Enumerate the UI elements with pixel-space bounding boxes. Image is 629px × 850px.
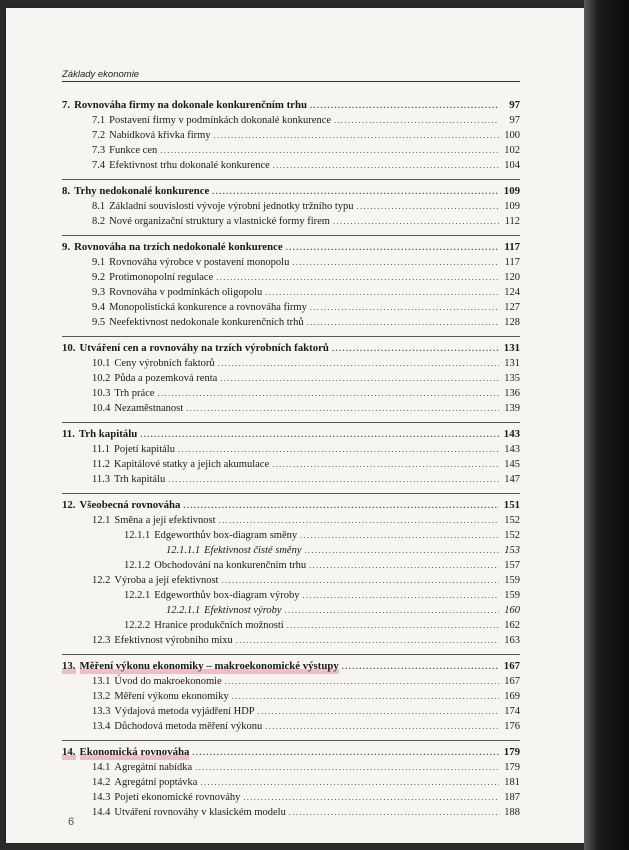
toc-entry-page: 102 xyxy=(504,145,520,156)
toc-entry xyxy=(62,760,520,775)
toc-entry xyxy=(62,543,520,558)
toc-entry-number: 10.3 xyxy=(92,388,111,399)
dot-leader xyxy=(195,760,499,775)
toc-entry-title: Ekonomická rovnováha xyxy=(79,746,190,758)
toc-entry-number: 8. xyxy=(62,185,71,197)
toc-entry-title: Měření výkonu ekonomiky – makroekonomické výstupy xyxy=(79,660,339,672)
dot-leader xyxy=(186,401,499,416)
toc-entry-page: 143 xyxy=(504,444,520,455)
toc-entry-page: 145 xyxy=(504,459,520,470)
toc-entry xyxy=(62,143,520,158)
dot-leader xyxy=(333,214,499,229)
toc-entry-page: 160 xyxy=(504,605,520,616)
toc-entry-title: Efektivnost trhu dokonalé konkurence xyxy=(109,160,270,171)
dot-leader xyxy=(168,472,499,487)
toc-chapter xyxy=(62,493,520,648)
toc-entry-number: 10.4 xyxy=(92,403,111,414)
toc-entry-number: 7.3 xyxy=(92,145,106,156)
toc-chapter xyxy=(62,336,520,416)
dot-leader xyxy=(310,98,499,113)
toc-entry-page: 152 xyxy=(504,530,520,541)
toc-entry-number: 9.3 xyxy=(92,287,106,298)
toc-entry-page: 131 xyxy=(504,358,520,369)
toc-entry-title: Edgeworthův box-diagram výroby xyxy=(154,590,300,601)
toc-entry-number: 12.2.2 xyxy=(124,620,151,631)
toc-entry-title: Trh kapitálu xyxy=(78,428,138,440)
book-spine-shadow xyxy=(584,0,629,850)
toc-entry xyxy=(62,386,520,401)
toc-chapter xyxy=(62,98,520,173)
toc-entry xyxy=(62,457,520,472)
toc-entry-number: 9.2 xyxy=(92,272,106,283)
toc-entry xyxy=(62,270,520,285)
toc-entry-page: 163 xyxy=(504,635,520,646)
toc-entry-page: 97 xyxy=(509,115,520,126)
toc-entry-number: 13.1 xyxy=(92,676,111,687)
toc-entry-title: Nové organizační struktury a vlastnické formy firem xyxy=(109,216,330,227)
dot-leader xyxy=(220,371,499,386)
toc-entry-page: 181 xyxy=(504,777,520,788)
toc-entry-page: 100 xyxy=(504,130,520,141)
toc-entry-page: 104 xyxy=(504,160,520,171)
toc-entry-number: 12.1.1 xyxy=(124,530,151,541)
dot-leader xyxy=(232,689,499,704)
toc-entry-page: 139 xyxy=(504,403,520,414)
toc-entry-page: 169 xyxy=(504,691,520,702)
toc-entry xyxy=(62,300,520,315)
toc-entry-number: 10. xyxy=(62,342,76,354)
dot-leader xyxy=(225,674,499,689)
toc-chapter-heading xyxy=(62,659,520,674)
toc-entry-page: 159 xyxy=(504,590,520,601)
toc-entry-title: Agregátní poptávka xyxy=(114,777,198,788)
toc-entry-number: 7.2 xyxy=(92,130,106,141)
dot-leader xyxy=(342,659,499,674)
toc-chapter-heading xyxy=(62,98,520,113)
dot-leader xyxy=(309,558,499,573)
dot-leader xyxy=(200,775,499,790)
toc-entry xyxy=(62,633,520,648)
toc-entry xyxy=(62,315,520,330)
toc-entry xyxy=(62,674,520,689)
toc-entry-number: 14.2 xyxy=(92,777,111,788)
dot-leader xyxy=(219,513,499,528)
toc-entry-number: 10.2 xyxy=(92,373,111,384)
toc-entry-title: Trh kapitálu xyxy=(114,474,166,485)
toc-entry-page: 187 xyxy=(504,792,520,803)
dot-leader xyxy=(212,184,499,199)
toc-entry-number: 11. xyxy=(62,428,75,440)
dot-leader xyxy=(140,427,499,442)
toc-chapter-heading xyxy=(62,498,520,513)
toc-entry-number: 12.2 xyxy=(92,575,111,586)
dot-leader xyxy=(214,128,499,143)
dot-leader xyxy=(265,285,499,300)
toc-chapter xyxy=(62,740,520,820)
toc-entry-number: 10.1 xyxy=(92,358,111,369)
toc-entry-page: 151 xyxy=(503,499,520,511)
toc-entry-page: 153 xyxy=(504,545,520,556)
dot-leader xyxy=(286,240,499,255)
toc-entry-title: Ceny výrobních faktorů xyxy=(114,358,215,369)
toc-entry xyxy=(62,775,520,790)
toc-entry xyxy=(62,199,520,214)
toc-entry-number: 9.1 xyxy=(92,257,106,268)
toc-entry-number: 8.1 xyxy=(92,201,106,212)
toc-entry-page: 127 xyxy=(504,302,520,313)
toc-entry-number: 13. xyxy=(62,660,76,672)
toc-entry xyxy=(62,371,520,386)
dot-leader xyxy=(334,113,499,128)
dot-leader xyxy=(287,618,499,633)
toc-chapter xyxy=(62,235,520,330)
toc-entry-title: Úvod do makroekonomie xyxy=(114,676,222,687)
toc-entry-title: Efektivnost čisté směny xyxy=(204,545,302,556)
dot-leader xyxy=(178,442,499,457)
toc-entry-title: Kapitálové statky a jejich akumulace xyxy=(114,459,270,470)
toc-entry-page: 179 xyxy=(504,762,520,773)
toc-chapter-heading xyxy=(62,745,520,760)
toc-entry-title: Půda a pozemková renta xyxy=(114,373,218,384)
document-page xyxy=(6,8,584,843)
toc-entry xyxy=(62,704,520,719)
toc-entry xyxy=(62,356,520,371)
toc-entry-title: Protimonopolní regulace xyxy=(109,272,214,283)
toc-entry-page: 128 xyxy=(504,317,520,328)
dot-leader xyxy=(273,158,499,173)
toc-entry-title: Rovnováha na trzích nedokonalé konkurence xyxy=(74,241,283,253)
dot-leader xyxy=(289,805,499,820)
dot-leader xyxy=(243,790,499,805)
toc-entry-page: 188 xyxy=(504,807,520,818)
toc-entry-number: 14.4 xyxy=(92,807,111,818)
toc-entry-title: Efektivnost výrobního mixu xyxy=(114,635,233,646)
toc-entry xyxy=(62,603,520,618)
dot-leader xyxy=(305,543,499,558)
dot-leader xyxy=(285,603,499,618)
toc-entry-page: 135 xyxy=(504,373,520,384)
toc-entry-title: Pojetí ekonomické rovnováhy xyxy=(114,792,241,803)
toc-entry-title: Výdajová metoda vyjádření HDP xyxy=(114,706,255,717)
toc-entry-page: 131 xyxy=(503,342,520,354)
toc-entry xyxy=(62,113,520,128)
toc-entry-page: 120 xyxy=(504,272,520,283)
dot-leader xyxy=(236,633,499,648)
dot-leader xyxy=(160,143,499,158)
toc-entry-title: Neefektivnost nedokonale konkurenčních trhů xyxy=(109,317,304,328)
header-rule xyxy=(62,81,520,82)
dot-leader xyxy=(158,386,499,401)
toc-entry xyxy=(62,558,520,573)
dot-leader xyxy=(258,704,499,719)
toc-entry xyxy=(62,719,520,734)
toc-chapter xyxy=(62,179,520,229)
toc-entry-page: 167 xyxy=(503,660,520,672)
toc-entry-title: Efektivnost výroby xyxy=(204,605,282,616)
toc-entry-number: 14.3 xyxy=(92,792,111,803)
toc-chapter xyxy=(62,422,520,487)
toc-entry xyxy=(62,214,520,229)
toc-entry-title: Utváření cen a rovnováhy na trzích výrobních faktorů xyxy=(79,342,329,354)
toc-entry-page: 124 xyxy=(504,287,520,298)
toc-entry-title: Funkce cen xyxy=(109,145,158,156)
toc-entry-title: Důchodová metoda měření výkonu xyxy=(114,721,263,732)
toc-entry-title: Rovnováha firmy na dokonale konkurenčním trhu xyxy=(74,99,307,111)
toc-entry xyxy=(62,255,520,270)
toc-entry-title: Nabídková křivka firmy xyxy=(109,130,211,141)
running-header: Základy ekonomie xyxy=(62,69,140,80)
toc-entry-page: 97 xyxy=(509,99,520,111)
toc-entry-page: 117 xyxy=(504,257,520,268)
dot-leader xyxy=(310,300,499,315)
toc-entry-number: 7.1 xyxy=(92,115,106,126)
toc-entry-title: Všeobecná rovnováha xyxy=(79,499,181,511)
toc-entry-page: 152 xyxy=(504,515,520,526)
toc-entry-number: 12. xyxy=(62,499,76,511)
toc-entry-page: 136 xyxy=(504,388,520,399)
toc-entry-title: Trh práce xyxy=(114,388,155,399)
toc-entry-title: Měření výkonu ekonomiky xyxy=(114,691,229,702)
toc-entry-page: 174 xyxy=(504,706,520,717)
toc-entry-title: Pojetí kapitálu xyxy=(114,444,175,455)
toc-entry-page: 159 xyxy=(504,575,520,586)
toc-entry-title: Trhy nedokonalé konkurence xyxy=(74,185,210,197)
toc-entry xyxy=(62,285,520,300)
toc-entry-number: 12.1.1.1 xyxy=(166,545,201,556)
toc-entry-number: 12.1 xyxy=(92,515,111,526)
toc-entry-title: Rovnováha v podmínkách oligopolu xyxy=(109,287,263,298)
toc-entry xyxy=(62,158,520,173)
toc-entry-title: Utváření rovnováhy v klasickém modelu xyxy=(114,807,286,818)
toc-entry-page: 176 xyxy=(504,721,520,732)
toc-entry xyxy=(62,689,520,704)
toc-entry-number: 7.4 xyxy=(92,160,106,171)
toc-entry-title: Směna a její efektivnost xyxy=(114,515,216,526)
toc-entry-title: Rovnováha výrobce v postavení monopolu xyxy=(109,257,290,268)
dot-leader xyxy=(192,745,499,760)
toc-entry-number: 12.1.2 xyxy=(124,560,151,571)
toc-entry xyxy=(62,573,520,588)
table-of-contents xyxy=(62,98,520,826)
toc-entry-number: 11.3 xyxy=(92,474,110,485)
toc-entry xyxy=(62,442,520,457)
toc-entry xyxy=(62,401,520,416)
dot-leader xyxy=(272,457,499,472)
toc-entry xyxy=(62,128,520,143)
dot-leader xyxy=(292,255,499,270)
toc-entry-page: 143 xyxy=(503,428,520,440)
toc-entry-number: 11.1 xyxy=(92,444,110,455)
toc-entry-title: Nezaměstnanost xyxy=(114,403,184,414)
toc-entry-page: 117 xyxy=(504,241,520,253)
toc-entry-number: 8.2 xyxy=(92,216,106,227)
toc-entry-number: 9.4 xyxy=(92,302,106,313)
toc-entry-title: Výroba a její efektivnost xyxy=(114,575,219,586)
toc-entry xyxy=(62,790,520,805)
toc-entry-number: 13.2 xyxy=(92,691,111,702)
toc-entry-title: Agregátní nabídka xyxy=(114,762,193,773)
toc-entry xyxy=(62,588,520,603)
toc-entry-number: 14. xyxy=(62,746,76,758)
toc-entry xyxy=(62,513,520,528)
dot-leader xyxy=(300,528,499,543)
toc-entry xyxy=(62,528,520,543)
dot-leader xyxy=(357,199,499,214)
toc-chapter xyxy=(62,654,520,734)
toc-entry xyxy=(62,618,520,633)
toc-chapter-heading xyxy=(62,184,520,199)
dot-leader xyxy=(216,270,499,285)
toc-entry xyxy=(62,472,520,487)
toc-entry-number: 13.4 xyxy=(92,721,111,732)
toc-entry-number: 14.1 xyxy=(92,762,111,773)
toc-chapter-heading xyxy=(62,427,520,442)
dot-leader xyxy=(265,719,499,734)
toc-entry-title: Edgeworthův box-diagram směny xyxy=(154,530,298,541)
toc-chapter-heading xyxy=(62,341,520,356)
toc-entry-number: 12.3 xyxy=(92,635,111,646)
toc-entry-page: 157 xyxy=(504,560,520,571)
toc-entry-title: Monopolistická konkurence a rovnováha firmy xyxy=(109,302,307,313)
toc-entry-page: 112 xyxy=(504,216,520,227)
toc-entry-page: 147 xyxy=(504,474,520,485)
toc-entry-number: 7. xyxy=(62,99,71,111)
toc-entry-number: 11.2 xyxy=(92,459,110,470)
toc-entry-title: Postavení firmy v podmínkách dokonalé konkurence xyxy=(109,115,332,126)
dot-leader xyxy=(183,498,499,513)
toc-entry-number: 9.5 xyxy=(92,317,106,328)
toc-entry-page: 162 xyxy=(504,620,520,631)
dot-leader xyxy=(332,341,499,356)
dot-leader xyxy=(307,315,499,330)
toc-entry-title: Hranice produkčních možností xyxy=(154,620,284,631)
toc-entry-number: 13.3 xyxy=(92,706,111,717)
toc-entry-title: Obchodování na konkurenčním trhu xyxy=(154,560,307,571)
toc-entry-page: 167 xyxy=(504,676,520,687)
toc-entry xyxy=(62,805,520,820)
toc-entry-page: 179 xyxy=(503,746,520,758)
page-number: 6 xyxy=(68,816,75,828)
toc-chapter-heading xyxy=(62,240,520,255)
dot-leader xyxy=(302,588,499,603)
toc-entry-title: Základní souvislosti vývoje výrobní jednotky tržního typu xyxy=(109,201,354,212)
toc-entry-number: 12.2.1.1 xyxy=(166,605,201,616)
toc-entry-page: 109 xyxy=(504,201,520,212)
toc-entry-number: 9. xyxy=(62,241,71,253)
toc-entry-page: 109 xyxy=(503,185,520,197)
toc-entry-number: 12.2.1 xyxy=(124,590,151,601)
dot-leader xyxy=(218,356,499,371)
dot-leader xyxy=(221,573,499,588)
